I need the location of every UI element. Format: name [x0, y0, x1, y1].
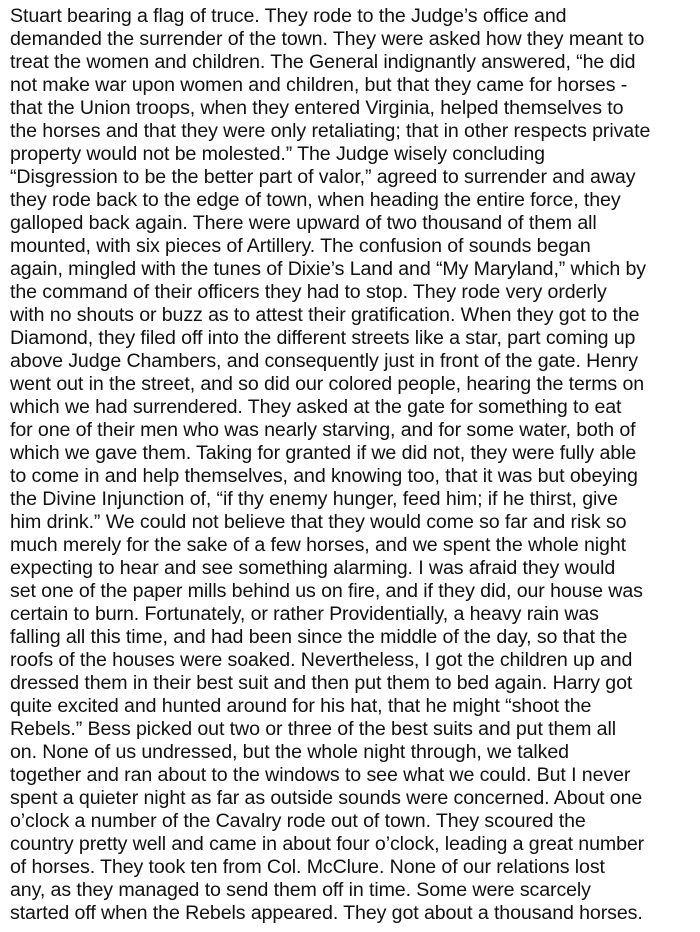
text-line-23: him drink.” We could not believe that they would come so far and risk so — [10, 511, 627, 533]
text-line-29: roofs of the houses were soaked. Nevertheless, I got the children up and — [10, 649, 633, 671]
text-line-26: set one of the paper mills behind us on fire, and if they did, our house was — [10, 580, 643, 602]
text-line-32: Rebels.” Bess picked out two or three of the best suits and put them all — [10, 718, 616, 740]
text-line-25: expecting to hear and see something alarming. I was afraid they would — [10, 557, 616, 579]
text-line-11: mounted, with six pieces of Artillery. The confusion of sounds began — [10, 235, 591, 257]
text-line-27: certain to burn. Fortunately, or rather Providentially, a heavy rain was — [10, 603, 599, 625]
text-line-24: much merely for the sake of a few horses, and we spent the whole night — [10, 534, 626, 556]
text-line-8: “Disgression to be the better part of valor,” agreed to surrender and away — [10, 166, 636, 188]
text-line-7: property would not be molested.” The Judge wisely concluding — [10, 143, 545, 165]
text-line-16: above Judge Chambers, and consequently just in front of the gate. Henry — [10, 350, 638, 372]
text-line-4: not make war upon women and children, but that they came for horses - — [10, 74, 628, 96]
text-line-38: of horses. They took ten from Col. McClure. None of our relations lost — [10, 856, 605, 878]
text-line-21: to come in and help themselves, and knowing too, that it was but obeying — [10, 465, 638, 487]
text-line-19: for one of their men who was nearly starving, and for some water, both of — [10, 419, 636, 441]
text-line-15: Diamond, they filed off into the different streets like a star, part coming up — [10, 327, 636, 349]
text-line-28: falling all this time, and had been since the middle of the day, so that the — [10, 626, 628, 648]
text-line-20: which we gave them. Taking for granted if we did not, they were fully able — [10, 442, 637, 464]
text-line-10: galloped back again. There were upward of two thousand of them all — [10, 212, 597, 234]
text-line-31: quite excited and hunted around for his hat, that he might “shoot the — [10, 695, 592, 717]
text-line-30: dressed them in their best suit and then put them to bed again. Harry got — [10, 672, 633, 694]
text-line-40: started off when the Rebels appeared. They got about a thousand horses. — [10, 902, 643, 924]
text-line-9: they rode back to the edge of town, when heading the entire force, they — [10, 189, 621, 211]
text-line-18: which we had surrendered. They asked at the gate for something to eat — [10, 396, 622, 418]
text-line-14: with no shouts or buzz as to attest their gratification. When they got to the — [10, 304, 640, 326]
text-line-13: the command of their officers they had to stop. They rode very orderly — [10, 281, 607, 303]
document-text — [10, 5, 696, 925]
text-line-5: that the Union troops, when they entered Virginia, helped themselves to — [10, 97, 624, 119]
text-line-2: demanded the surrender of the town. They were asked how they meant to — [10, 28, 645, 50]
text-line-35: spent a quieter night as far as outside sounds were concerned. About one — [10, 787, 643, 809]
text-line-1: Stuart bearing a flag of truce. They rode to the Judge’s office and — [10, 5, 567, 27]
text-line-37: country pretty well and came in about four o’clock, leading a great number — [10, 833, 645, 855]
text-line-34: together and ran about to the windows to see what we could. But I never — [10, 764, 631, 786]
text-line-22: the Divine Injunction of, “if thy enemy hunger, feed him; if he thirst, give — [10, 488, 618, 510]
text-line-17: went out in the street, and so did our colored people, hearing the terms on — [10, 373, 645, 395]
text-line-3: treat the women and children. The General indignantly answered, “he did — [10, 51, 636, 73]
text-line-12: again, mingled with the tunes of Dixie’s Land and “My Maryland,” which by — [10, 258, 646, 280]
text-line-39: any, as they managed to send them off in time. Some were scarcely — [10, 879, 591, 901]
text-line-33: on. None of us undressed, but the whole night through, we talked — [10, 741, 569, 763]
text-line-36: o’clock a number of the Cavalry rode out of town. They scoured the — [10, 810, 586, 832]
text-line-6: the horses and that they were only retaliating; that in other respects private — [10, 120, 651, 142]
